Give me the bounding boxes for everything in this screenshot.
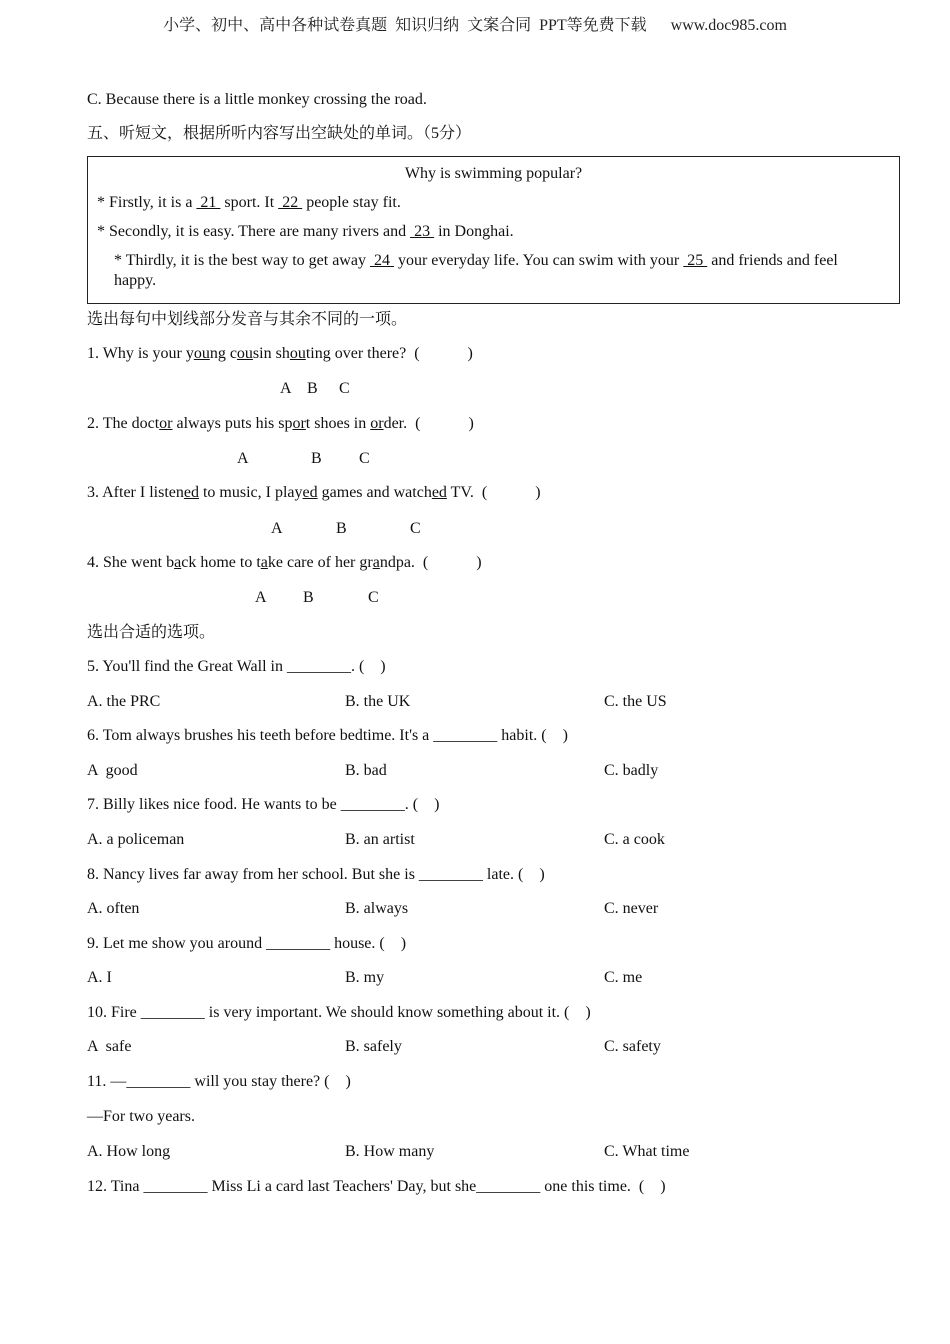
blank-25[interactable]: 25 [683, 252, 708, 269]
underlined-part: or [159, 415, 173, 432]
q8-option-a[interactable]: A. often [87, 900, 140, 917]
text: 1. Why is your y [87, 345, 194, 362]
q8-option-c[interactable]: C. never [604, 900, 659, 917]
q10-option-a[interactable]: A safe [87, 1038, 132, 1055]
blank-21[interactable]: 21 [196, 194, 221, 211]
underlined-part: ou [289, 345, 306, 362]
page-header: 小学、初中、高中各种试卷真题 知识归纳 文案合同 PPT等免费下载 www.doc985.com [163, 17, 787, 34]
text: 4. She went b [87, 554, 175, 571]
question-3 [87, 483, 541, 503]
text: games and watch [317, 484, 432, 501]
underlined-part: ed [431, 484, 447, 501]
text: * Thirdly, it is the best way to get away [114, 252, 370, 269]
q7-option-c[interactable]: C. a cook [604, 831, 665, 848]
previous-option-c: C. Because there is a little monkey crossing the road. [87, 91, 427, 108]
q8-option-b[interactable]: B. always [345, 900, 409, 917]
question-10: 10. Fire ________ is very important. We should know something about it. ( ) [87, 1004, 591, 1021]
q1-label-c: C [339, 380, 350, 397]
text: 2. The doct [87, 415, 160, 432]
q1-label-a: A [280, 380, 292, 397]
text: sport. It [220, 194, 279, 211]
q9-option-a[interactable]: A. I [87, 969, 112, 986]
underlined-part: or [370, 415, 384, 432]
q4-label-c: C [368, 589, 379, 606]
passage-box [87, 156, 900, 304]
q11-option-a[interactable]: A. How long [87, 1143, 171, 1160]
text: sin sh [252, 345, 290, 362]
text: ndpa. ( ) [379, 554, 482, 571]
text: 3. After I listen [87, 484, 184, 501]
text: always puts his sp [172, 415, 293, 432]
underlined-part: ou [236, 345, 253, 362]
text: * Secondly, it is easy. There are many rivers and [97, 223, 411, 240]
text: t shoes in [305, 415, 371, 432]
q6-option-a[interactable]: A good [87, 762, 138, 779]
question-1 [87, 344, 473, 364]
text: der. ( ) [383, 415, 474, 432]
text: and friends and feel [707, 252, 838, 269]
question-5: 5. You'll find the Great Wall in ________. ( ) [87, 658, 386, 675]
q2-label-a: A [237, 450, 249, 467]
q6-option-c[interactable]: C. badly [604, 762, 659, 779]
question-4 [87, 553, 482, 573]
box-line-2 [97, 222, 514, 242]
text: to music, I play [198, 484, 303, 501]
q11-option-c[interactable]: C. What time [604, 1143, 690, 1160]
blank-24[interactable]: 24 [369, 252, 394, 269]
underlined-part: a [174, 554, 182, 571]
underlined-part: a [260, 554, 268, 571]
q6-option-b[interactable]: B. bad [345, 762, 387, 779]
text: ke care of her gr [267, 554, 373, 571]
q4-label-b: B [303, 589, 314, 606]
blank-22[interactable]: 22 [278, 194, 303, 211]
q3-label-a: A [271, 520, 283, 537]
text: ck home to t [181, 554, 261, 571]
q7-option-a[interactable]: A. a policeman [87, 831, 185, 848]
underlined-part: ed [302, 484, 318, 501]
box-line-1 [97, 193, 401, 213]
text: * Firstly, it is a [97, 194, 197, 211]
q11-option-b[interactable]: B. How many [345, 1143, 435, 1160]
box-title: Why is swimming popular? [404, 165, 583, 182]
q5-option-a[interactable]: A. the PRC [87, 693, 161, 710]
q10-option-c[interactable]: C. safety [604, 1038, 661, 1055]
question-11: 11. —________ will you stay there? ( ) [87, 1073, 351, 1090]
q1-label-b: B [307, 380, 318, 397]
q7-option-b[interactable]: B. an artist [345, 831, 415, 848]
underlined-part: ed [183, 484, 199, 501]
choices-title: 选出合适的选项。 [87, 624, 216, 641]
box-line-3 [114, 251, 838, 271]
q5-option-b[interactable]: B. the UK [345, 693, 411, 710]
box-line-3b: happy. [114, 272, 157, 289]
text: people stay fit. [302, 194, 401, 211]
text: in Donghai. [434, 223, 514, 240]
q10-option-b[interactable]: B. safely [345, 1038, 402, 1055]
q9-option-b[interactable]: B. my [345, 969, 385, 986]
text: ng c [209, 345, 237, 362]
underlined-part: or [292, 415, 306, 432]
underlined-part: ou [193, 345, 210, 362]
q3-label-b: B [336, 520, 347, 537]
question-9: 9. Let me show you around ________ house. ( ) [87, 935, 407, 952]
question-8: 8. Nancy lives far away from her school. But she is ________ late. ( ) [87, 866, 545, 883]
question-2 [87, 414, 474, 434]
blank-23[interactable]: 23 [410, 223, 435, 240]
q4-label-a: A [255, 589, 267, 606]
q9-option-c[interactable]: C. me [604, 969, 643, 986]
underlined-part: a [372, 554, 380, 571]
q2-label-c: C [359, 450, 370, 467]
phonetics-title: 选出每句中划线部分发音与其余不同的一项。 [87, 311, 408, 328]
q2-label-b: B [311, 450, 322, 467]
text: ting over there? ( ) [305, 345, 473, 362]
question-7: 7. Billy likes nice food. He wants to be ________. ( ) [87, 796, 440, 813]
text: TV. ( ) [446, 484, 541, 501]
question-11-reply: —For two years. [87, 1108, 195, 1125]
q3-label-c: C [410, 520, 421, 537]
text: your everyday life. You can swim with your [393, 252, 684, 269]
question-6: 6. Tom always brushes his teeth before bedtime. It's a ________ habit. ( ) [87, 727, 568, 744]
question-12: 12. Tina ________ Miss Li a card last Teachers' Day, but she________ one this time. ( ) [87, 1178, 666, 1195]
q5-option-c[interactable]: C. the US [604, 693, 667, 710]
section5-title: 五、听短文，根据所听内容写出空缺处的单词。（5分） [87, 125, 472, 142]
